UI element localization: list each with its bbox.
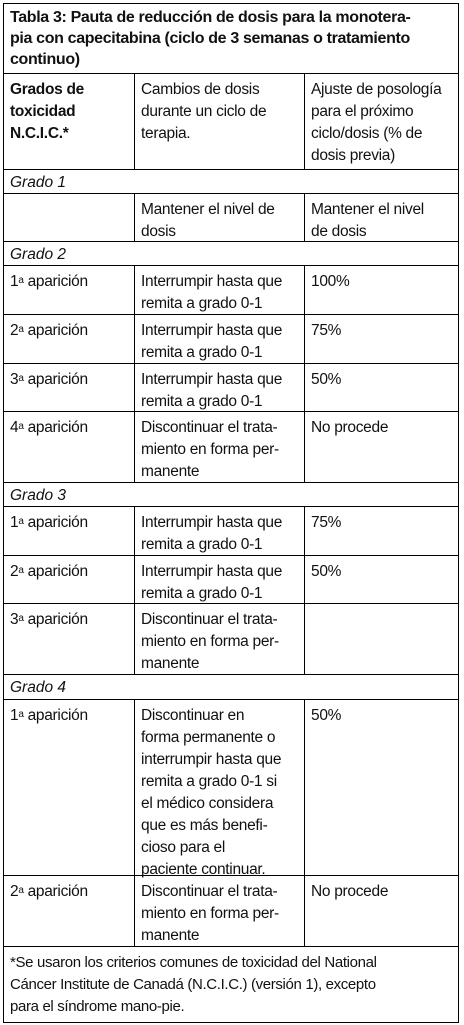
dose-adjustment-cell: No procede xyxy=(311,883,389,900)
dose-change-cell: Interrumpir hasta que remita a grado 0-1 xyxy=(135,266,305,314)
grade-2-heading-row xyxy=(4,242,458,266)
table-row xyxy=(4,604,458,675)
dose-change-cell: Discontinuar el trata- miento en forma per- manente xyxy=(135,412,305,482)
dose-change-cell: Discontinuar el trata- miento en forma per- manente xyxy=(135,876,305,946)
occurrence-cell: 4$^a$ aparición xyxy=(4,412,135,482)
dose-adjustment-cell: No procede xyxy=(311,419,389,436)
dose-adjustment-cell: 50% xyxy=(311,371,342,388)
occurrence-cell: 1$^a$ aparición xyxy=(4,700,135,875)
table-row xyxy=(4,412,458,483)
grade-2-label: Grado 2 xyxy=(10,246,67,263)
occurrence-cell: 2$^a$ aparición xyxy=(4,876,135,946)
occurrence-cell: 1$^a$ aparición xyxy=(4,266,135,314)
table-row xyxy=(4,876,458,947)
header-dose-adjustment: Ajuste de posología para el próximo ciclo/dosis (% de dosis previa) xyxy=(311,81,442,164)
dose-adjustment-cell: 50% xyxy=(311,707,342,724)
dose-adjustment-cell: 75% xyxy=(311,322,342,339)
table-caption: Tabla 3: Pauta de reducción de dosis para la monotera- pia con capecitabina (ciclo de 3 semanas o tratamiento continuo) xyxy=(4,4,458,74)
grade-4-heading-row xyxy=(4,675,458,700)
table-row xyxy=(4,315,458,364)
dose-adjustment-cell xyxy=(305,604,458,674)
occurrence-cell: 2$^a$ aparición xyxy=(4,556,135,603)
header-toxicity-grades: Grados de toxicidad N.C.I.C.* xyxy=(4,74,135,169)
table-row xyxy=(4,364,458,412)
dose-adjustment-cell: 100% xyxy=(311,273,350,290)
dose-change-cell: Discontinuar el trata- miento en forma per- manente xyxy=(135,604,305,674)
dose-adjustment-cell: 50% xyxy=(311,563,342,580)
table-row xyxy=(4,194,458,242)
table-header-row xyxy=(4,74,458,170)
occurrence-cell: 3$^a$ aparición xyxy=(4,604,135,674)
grade-1-heading-row xyxy=(4,170,458,194)
dose-change-cell: Discontinuar en forma permanente o interrumpir hasta que remita a grado 0-1 si el médico considera que es más benefi- cioso para el paciente continuar. xyxy=(135,700,305,875)
table-footnote: *Se usaron los criterios comunes de toxicidad del National Cáncer Institute de Canadá (N.C.I.C.) (versión 1), excepto para el síndrome mano-pie. xyxy=(10,954,377,1015)
occurrence-cell: 1$^a$ aparición xyxy=(4,507,135,555)
dose-change-cell: Interrumpir hasta que remita a grado 0-1 xyxy=(135,556,305,603)
dose-reduction-table-document xyxy=(3,3,459,1023)
grade-3-heading-row xyxy=(4,483,458,507)
dose-change-cell: Interrumpir hasta que remita a grado 0-1 xyxy=(135,364,305,411)
occurrence-cell xyxy=(4,194,135,241)
grade-1-label: Grado 1 xyxy=(10,174,67,191)
dose-adjustment-cell: 75% xyxy=(311,514,342,531)
table-row xyxy=(4,507,458,556)
occurrence-cell: 2$^a$ aparición xyxy=(4,315,135,363)
dose-change-cell: Mantener el nivel de dosis xyxy=(135,194,305,241)
grade-4-label: Grado 4 xyxy=(10,679,67,696)
dose-change-cell: Interrumpir hasta que remita a grado 0-1 xyxy=(135,507,305,555)
grade-3-label: Grado 3 xyxy=(10,487,67,504)
table-row xyxy=(4,700,458,876)
table-row xyxy=(4,556,458,604)
dose-change-cell: Interrumpir hasta que remita a grado 0-1 xyxy=(135,315,305,363)
occurrence-cell: 3$^a$ aparición xyxy=(4,364,135,411)
table-row xyxy=(4,266,458,315)
dose-reduction-table xyxy=(4,74,458,947)
header-dose-changes: Cambios de dosis durante un ciclo de terapia. xyxy=(135,74,305,169)
dose-adjustment-cell: Mantener el nivel de dosis xyxy=(311,201,424,240)
